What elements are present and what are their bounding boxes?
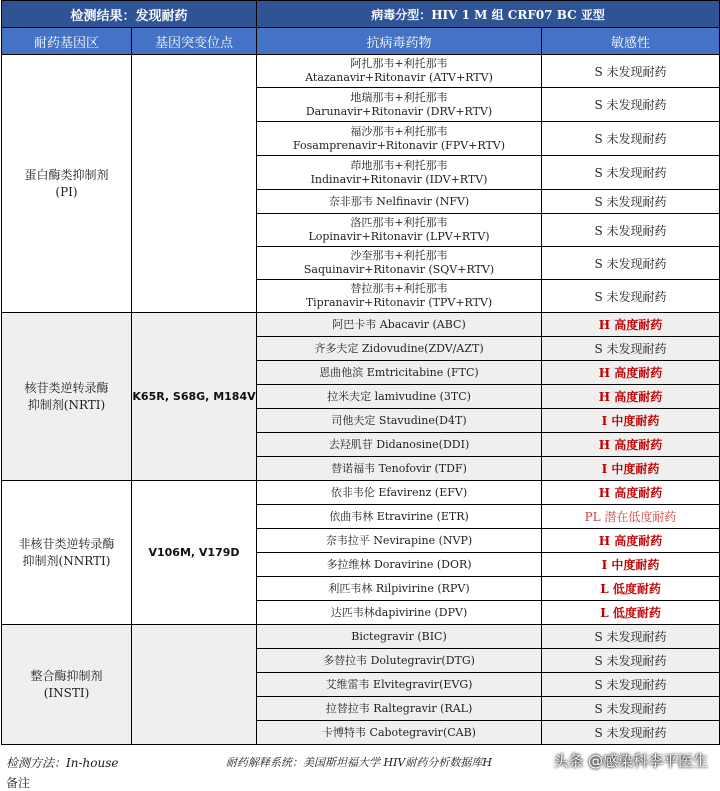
col-gene-region: 耐药基因区	[2, 28, 132, 55]
drug-cell: 替诺福韦 Tenofovir (TDF)	[257, 457, 542, 481]
drug-cell: 多替拉韦 Dolutegravir(DTG)	[257, 649, 542, 673]
sensitivity-cell: H 高度耐药	[542, 361, 720, 385]
gene-region-cell: 蛋白酶类抑制剂 (PI)	[2, 55, 132, 313]
sensitivity-cell: S 未发现耐药	[542, 337, 720, 361]
drug-cell: 奈韦拉平 Nevirapine (NVP)	[257, 529, 542, 553]
sensitivity-cell: S 未发现耐药	[542, 55, 720, 88]
sensitivity-cell: S 未发现耐药	[542, 247, 720, 280]
drug-cell: 艾维雷韦 Elvitegravir(EVG)	[257, 673, 542, 697]
column-header-row	[2, 28, 720, 55]
table-row	[2, 625, 720, 649]
sensitivity-cell: L 低度耐药	[542, 601, 720, 625]
table-row	[2, 481, 720, 505]
sensitivity-cell: S 未发现耐药	[542, 190, 720, 214]
watermark: 头条 @感染科李平医生	[553, 752, 708, 770]
sensitivity-cell: S 未发现耐药	[542, 88, 720, 122]
sensitivity-cell: H 高度耐药	[542, 529, 720, 553]
table-body	[2, 55, 720, 745]
sensitivity-cell: L 低度耐药	[542, 577, 720, 601]
sensitivity-cell: S 未发现耐药	[542, 156, 720, 190]
sensitivity-cell: H 高度耐药	[542, 481, 720, 505]
drug-cell: 卡博特韦 Cabotegravir(CAB)	[257, 721, 542, 745]
drug-cell: 福沙那韦+利托那韦 Fosamprenavir+Ritonavir (FPV+RTV)	[257, 122, 542, 156]
sensitivity-cell: S 未发现耐药	[542, 122, 720, 156]
sensitivity-cell: I 中度耐药	[542, 553, 720, 577]
mutation-sites-cell: K65R, S68G, M184V	[132, 313, 257, 481]
drug-cell: Bictegravir (BIC)	[257, 625, 542, 649]
sensitivity-cell: I 中度耐药	[542, 409, 720, 433]
sensitivity-cell: S 未发现耐药	[542, 649, 720, 673]
test-method: 检测方法：In-house	[6, 756, 119, 770]
mutation-sites-cell	[132, 625, 257, 745]
mutation-sites-cell: V106M, V179D	[132, 481, 257, 625]
table-row	[2, 313, 720, 337]
drug-cell: 去羟肌苷 Didanosine(DDI)	[257, 433, 542, 457]
interpretation-system: 耐药解释系统：美国斯坦福大学 HIV耐药分析数据库H	[226, 756, 492, 769]
col-mutation-sites: 基因突变位点	[132, 28, 257, 55]
virus-subtype-header: 病毒分型：HIV 1 M 组 CRF07 BC 亚型	[257, 1, 720, 28]
gene-region-cell: 核苷类逆转录酶 抑制剂(NRTI)	[2, 313, 132, 481]
sensitivity-cell: S 未发现耐药	[542, 280, 720, 313]
drug-cell: 多拉维林 Doravirine (DOR)	[257, 553, 542, 577]
drug-cell: 奈非那韦 Nelfinavir (NFV)	[257, 190, 542, 214]
drug-cell: 地瑞那韦+利托那韦 Darunavir+Ritonavir (DRV+RTV)	[257, 88, 542, 122]
drug-cell: 洛匹那韦+利托那韦 Lopinavir+Ritonavir (LPV+RTV)	[257, 214, 542, 247]
drug-cell: 司他夫定 Stavudine(D4T)	[257, 409, 542, 433]
drug-cell: 茚地那韦+利托那韦 Indinavir+Ritonavir (IDV+RTV)	[257, 156, 542, 190]
col-antiviral-drug: 抗病毒药物	[257, 28, 542, 55]
col-sensitivity: 敏感性	[542, 28, 720, 55]
drug-cell: 依曲韦林 Etravirine (ETR)	[257, 505, 542, 529]
drug-cell: 沙奎那韦+利托那韦 Saquinavir+Ritonavir (SQV+RTV)	[257, 247, 542, 280]
sensitivity-cell: S 未发现耐药	[542, 625, 720, 649]
sensitivity-cell: H 高度耐药	[542, 313, 720, 337]
drug-cell: 齐多夫定 Zidovudine(ZDV/AZT)	[257, 337, 542, 361]
mutation-sites-cell	[132, 55, 257, 313]
drug-cell: 利匹韦林 Rilpivirine (RPV)	[257, 577, 542, 601]
drug-cell: 达匹韦林dapivirine (DPV)	[257, 601, 542, 625]
sensitivity-cell: H 高度耐药	[542, 433, 720, 457]
drug-cell: 依非韦伦 Efavirenz (EFV)	[257, 481, 542, 505]
drug-cell: 阿巴卡韦 Abacavir (ABC)	[257, 313, 542, 337]
resistance-table	[1, 0, 720, 745]
test-result-header: 检测结果：发现耐药	[2, 1, 257, 28]
drug-cell: 拉替拉韦 Raltegravir (RAL)	[257, 697, 542, 721]
sensitivity-cell: PL 潜在低度耐药	[542, 505, 720, 529]
drug-cell: 替拉那韦+利托那韦 Tipranavir+Ritonavir (TPV+RTV)	[257, 280, 542, 313]
report-footer	[0, 748, 720, 790]
gene-region-cell: 非核苷类逆转录酶 抑制剂(NNRTI)	[2, 481, 132, 625]
sensitivity-cell: S 未发现耐药	[542, 673, 720, 697]
drug-cell: 阿扎那韦+利托那韦 Atazanavir+Ritonavir (ATV+RTV)	[257, 55, 542, 88]
sensitivity-cell: I 中度耐药	[542, 457, 720, 481]
table-row	[2, 55, 720, 88]
gene-region-cell: 整合酶抑制剂 (INSTI)	[2, 625, 132, 745]
footer-note: 备注	[6, 776, 31, 790]
sensitivity-cell: S 未发现耐药	[542, 697, 720, 721]
sensitivity-cell: H 高度耐药	[542, 385, 720, 409]
sensitivity-cell: S 未发现耐药	[542, 721, 720, 745]
drug-cell: 恩曲他滨 Emtricitabine (FTC)	[257, 361, 542, 385]
sensitivity-cell: S 未发现耐药	[542, 214, 720, 247]
drug-cell: 拉米夫定 lamivudine (3TC)	[257, 385, 542, 409]
